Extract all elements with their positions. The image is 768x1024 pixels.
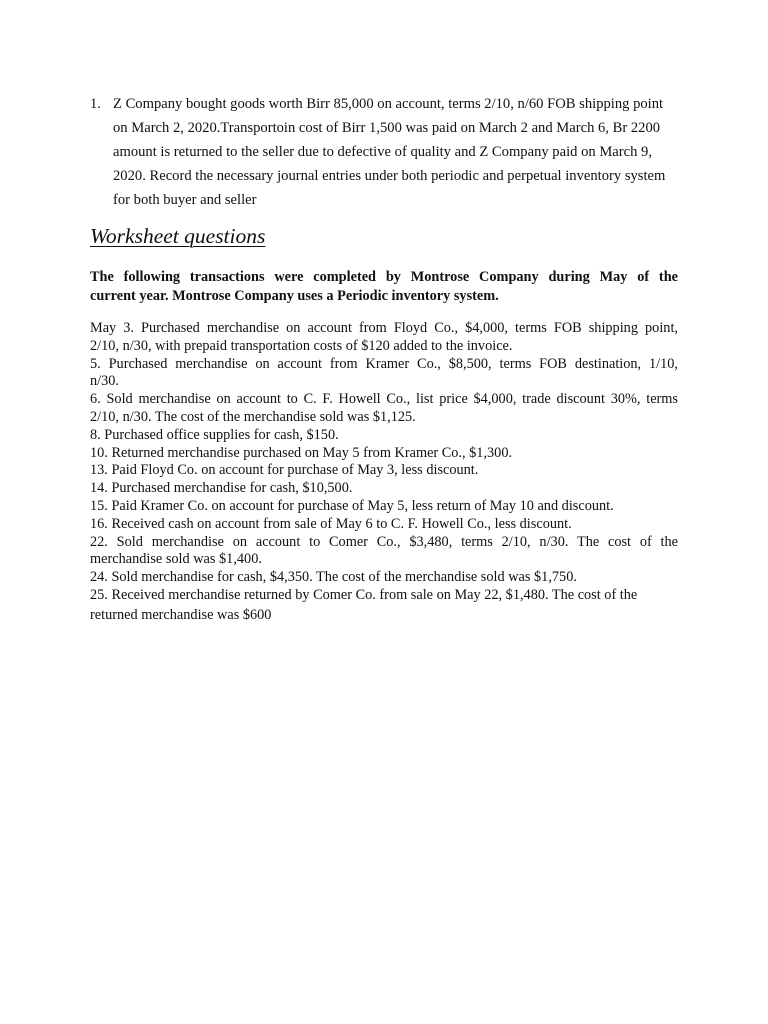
transaction-list <box>90 320 678 626</box>
transaction-line: 25. Received merchandise returned by Comer Co. from sale on May 22, $1,480. The cost of the <box>90 586 638 603</box>
transaction-line: 22. Sold merchandise on account to Comer Co., $3,480, terms 2/10, n/30. The cost of the <box>90 533 678 550</box>
transaction-line: merchandise sold was $1,400. <box>90 551 262 568</box>
transaction-line: 16. Received cash on account from sale of May 6 to C. F. Howell Co., less discount. <box>90 515 572 532</box>
question-1-line: Z Company bought goods worth Birr 85,000 on account, terms 2/10, n/60 FOB shipping point <box>113 96 664 112</box>
question-1-text <box>113 92 682 212</box>
intro-line: current year. Montrose Company uses a Periodic inventory system. <box>90 288 499 304</box>
list-item <box>90 534 678 570</box>
list-item <box>90 356 678 392</box>
list-item <box>90 516 678 534</box>
transaction-line: May 3. Purchased merchandise on account from Floyd Co., $4,000, terms FOB shipping point, <box>90 320 678 336</box>
list-item <box>90 320 678 356</box>
transaction-line: 2/10, n/30, with prepaid transportation costs of $120 added to the invoice. <box>90 337 513 354</box>
transaction-line: 10. Returned merchandise purchased on May 5 from Kramer Co., $1,300. <box>90 444 513 461</box>
list-item <box>90 569 678 587</box>
list-item <box>90 427 678 445</box>
transaction-line: n/30. <box>90 373 119 390</box>
transaction-line: 13. Paid Floyd Co. on account for purchase of May 3, less discount. <box>90 462 479 479</box>
list-item <box>90 480 678 498</box>
transaction-line: 2/10, n/30. The cost of the merchandise sold was $1,125. <box>90 408 416 425</box>
question-1 <box>90 92 682 212</box>
question-1-line: amount is returned to the seller due to defective of quality and Z Company paid on March 9, <box>113 144 653 160</box>
question-1-line: for both buyer and seller <box>113 192 257 208</box>
question-1-line: 2020. Record the necessary journal entries under both periodic and perpetual inventory system <box>113 168 666 184</box>
list-item <box>90 498 678 516</box>
transaction-line: 5. Purchased merchandise on account from Kramer Co., $8,500, terms FOB destination, 1/10, <box>90 355 678 372</box>
worksheet-heading: Worksheet questions <box>90 224 266 248</box>
worksheet-intro <box>90 268 678 306</box>
transaction-line: 15. Paid Kramer Co. on account for purchase of May 5, less return of May 10 and discount. <box>90 497 614 514</box>
transaction-line: 14. Purchased merchandise for cash, $10,500. <box>90 480 353 497</box>
list-item <box>90 445 678 463</box>
transaction-line: 6. Sold merchandise on account to C. F. Howell Co., list price $4,000, trade discount 30%, terms <box>90 391 678 408</box>
transaction-line: returned merchandise was $600 <box>90 606 272 623</box>
list-item <box>90 462 678 480</box>
question-number: 1. <box>90 96 101 112</box>
transaction-line: 24. Sold merchandise for cash, $4,350. The cost of the merchandise sold was $1,750. <box>90 569 577 586</box>
transaction-line: 8. Purchased office supplies for cash, $150. <box>90 426 339 443</box>
list-item <box>90 587 678 626</box>
question-1-line: on March 2, 2020.Transportoin cost of Birr 1,500 was paid on March 2 and March 6, Br 2200 <box>113 120 661 136</box>
intro-line: The following transactions were completed by Montrose Company during May of the <box>90 269 678 285</box>
list-item <box>90 391 678 427</box>
